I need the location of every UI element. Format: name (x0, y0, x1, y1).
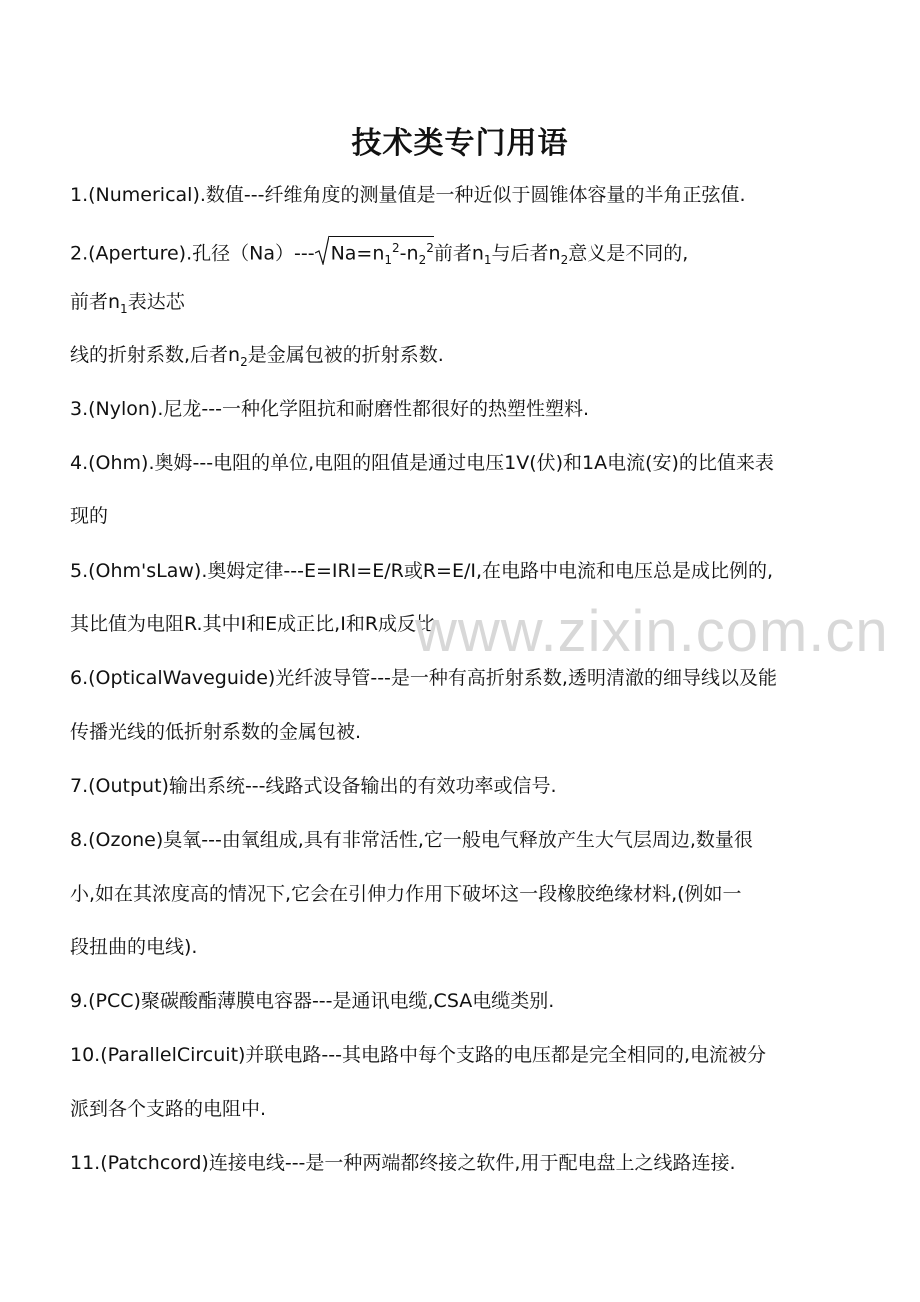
term-text: 与后者n (491, 242, 561, 265)
watermark: www.zixin.com.cn (415, 599, 889, 664)
term-line: 10.(ParallelCircuit)并联电路---其电路中每个支路的电压都是完全相同的,电流被分 (70, 1044, 767, 1066)
formula-part: Na=n (330, 242, 385, 265)
term-sub: 2 (240, 354, 248, 369)
term-line: 11.(Patchcord)连接电线---是一种两端都终接之软件,用于配电盘上之线路连接. (70, 1152, 736, 1174)
term-line (70, 289, 185, 322)
term-text: 是金属包被的折射系数. (247, 344, 444, 366)
page-title: 技术类专门用语 (351, 126, 569, 161)
term-line: 4.(Ohm).奥姆---电阻的单位,电阻的阻值是通过电压1V(伏)和1A电流(安)的比值来表 (70, 452, 774, 474)
term-line: 3.(Nylon).尼龙---一种化学阻抗和耐磨性都很好的热塑性塑料. (70, 398, 590, 420)
term-line: 6.(OpticalWaveguide)光纤波导管---是一种有高折射系数,透明清澈的细导线以及能 (70, 667, 777, 689)
formula-sup: 2 (426, 241, 434, 255)
term-line (70, 342, 444, 375)
term-sub: 2 (560, 253, 569, 268)
term-line: 段扭曲的电线). (70, 936, 198, 958)
term-line: 其比值为电阻R.其中I和E成正比,I和R成反比 (70, 613, 436, 635)
term-line: 传播光线的低折射系数的金属包被. (70, 721, 362, 743)
term-sub: 1 (483, 253, 492, 268)
formula-sub: 1 (384, 253, 393, 268)
term-text: 前者n (433, 242, 484, 265)
term-line: 派到各个支路的电阻中. (70, 1098, 267, 1120)
sqrt-formula (329, 236, 434, 271)
formula-sub: 2 (418, 253, 427, 268)
term-line: 9.(PCC)聚碳酸酯薄膜电容器---是通讯电缆,CSA电缆类别. (70, 990, 555, 1012)
term-sub: 1 (120, 301, 128, 316)
formula-part: -n (399, 242, 419, 265)
formula-sup: 2 (392, 241, 400, 255)
term-text: 线的折射系数,后者n (70, 344, 241, 366)
term-line: 1.(Numerical).数值---纤维角度的测量值是一种近似于圆锥体容量的半角正弦值. (70, 184, 746, 206)
term-text: 意义是不同的, (568, 242, 689, 265)
term-line: 7.(Output)输出系统---线路式设备输出的有效功率或信号. (70, 775, 557, 797)
term-line: 小,如在其浓度高的情况下,它会在引伸力作用下破坏这一段橡胶绝缘材料,(例如一 (70, 883, 742, 905)
sqrt-sign-icon (315, 235, 329, 265)
term-line: 现的 (70, 505, 109, 527)
term-text: 2.(Aperture).孔径（Na）--- (70, 242, 315, 265)
term-text: 前者n (70, 291, 121, 313)
term-line: 8.(Ozone)臭氧---由氧组成,具有非常活性,它一般电气释放产生大气层周边,数量很 (70, 829, 753, 851)
term-line (70, 236, 688, 273)
term-text: 表达芯 (127, 291, 185, 313)
term-line: 5.(Ohm'sLaw).奥姆定律---E=IRI=E/R或R=E/I,在电路中电流和电压总是成比例的, (70, 560, 774, 582)
